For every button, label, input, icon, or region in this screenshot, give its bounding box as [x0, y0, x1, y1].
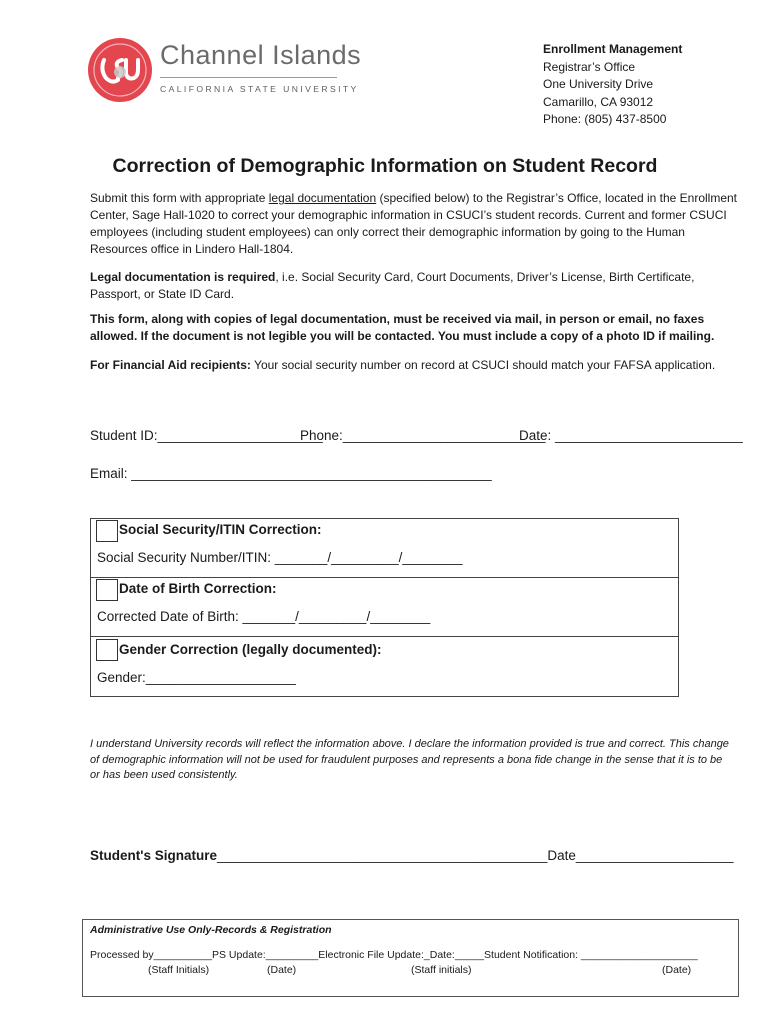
staff-initials-caption-1: (Staff Initials)	[148, 964, 210, 976]
city-state-zip: Camarillo, CA 93012	[543, 94, 654, 109]
ssn-correction-label: Social Security/ITIN Correction:	[119, 522, 322, 537]
logo-divider	[160, 77, 337, 78]
signature-date-label: Date	[547, 848, 576, 863]
intro-text-1: Submit this form with appropriate	[90, 191, 269, 205]
seal-mark-icon	[88, 38, 152, 102]
form-title: Correction of Demographic Information on Student Record	[112, 155, 658, 177]
financial-aid-label: For Financial Aid recipients:	[90, 358, 251, 372]
office-phone: Phone: (805) 437-8500	[543, 112, 667, 126]
signature-date-line[interactable]: _____________________	[575, 848, 734, 863]
staff-initials-caption-2: (Staff initials)	[411, 964, 472, 976]
financial-aid-text: Your social security number on record at CSUCI should match your FAFSA application.	[250, 358, 716, 372]
department-name: Enrollment Management	[543, 42, 683, 56]
signature-row	[90, 848, 734, 863]
ssn-input-line[interactable]: Social Security Number/ITIN: _______/_________/________	[97, 550, 463, 565]
mail-notice: This form, along with copies of legal documentation, must be received via mail, in person or email, no faxes allowed. If the document is not legible you will be contacted. You must include a copy of a photo ID if mailing.	[90, 312, 715, 343]
date-field[interactable]: Date: _________________________	[519, 428, 743, 443]
dob-input-line[interactable]: Corrected Date of Birth: _______/_________/________	[97, 609, 431, 624]
csuci-seal-logo	[88, 38, 152, 102]
financial-aid-note	[90, 357, 740, 374]
ssn-section-divider	[90, 577, 678, 578]
signature-label: Student's Signature	[90, 848, 217, 863]
legal-documentation-link[interactable]: legal documentation	[268, 191, 377, 205]
university-name: Channel Islands	[160, 40, 362, 70]
dob-section-divider	[90, 636, 678, 637]
date-caption-1: (Date)	[267, 964, 297, 976]
email-field[interactable]: Email: ________________________________________________	[90, 466, 492, 481]
dob-correction-checkbox[interactable]	[96, 579, 118, 601]
gender-correction-checkbox[interactable]	[96, 639, 118, 661]
legal-doc-required: Legal documentation is required	[90, 270, 276, 284]
legal-doc-list: , i.e. Social Security Card, Court Documents, Driver’s License, Birth Certificate, Passport, or State ID Card.	[90, 270, 695, 301]
signature-line[interactable]: ____________________________________________	[216, 848, 548, 863]
gender-correction-label: Gender Correction (legally documented):	[119, 642, 382, 657]
office-name: Registrar’s Office	[543, 59, 636, 74]
phone-field[interactable]: Phone:___________________________	[300, 428, 546, 443]
admin-box-title: Administrative Use Only-Records & Registration	[90, 924, 332, 936]
date-caption-2: (Date)	[662, 964, 692, 976]
declaration-statement: I understand University records will reflect the information above. I declare the information provided is true and correct. This change of demographic information will not be used for fraudulent purposes and represents a bona fide change in the sense that it is to be or has been used consistently.	[90, 738, 729, 781]
gender-input-line[interactable]: Gender:____________________	[97, 670, 296, 685]
admin-processing-line: Processed by__________PS Update:_________Electronic File Update:_Date:_____Student Notification: ____________________	[90, 949, 698, 961]
legal-documentation-paragraph	[90, 269, 740, 303]
office-address-block	[543, 41, 682, 129]
intro-paragraph	[90, 190, 740, 258]
intro-text-2: (specified below) to the Registrar’s Office, located in the Enrollment Center, Sage Hall-1020 to correct your demographic information in CSUCI’s student records. Current and former CSUCI employees (including student employees) can only correct their demographic information by going to the Human Resources office in Lindero Hall-1804.	[90, 191, 738, 256]
student-id-field[interactable]: Student ID:______________________	[90, 428, 323, 443]
ssn-correction-checkbox[interactable]	[96, 520, 118, 542]
street-address: One University Drive	[543, 77, 654, 91]
university-subtitle: CALIFORNIA STATE UNIVERSITY	[160, 84, 359, 94]
dob-correction-label: Date of Birth Correction:	[119, 581, 277, 596]
